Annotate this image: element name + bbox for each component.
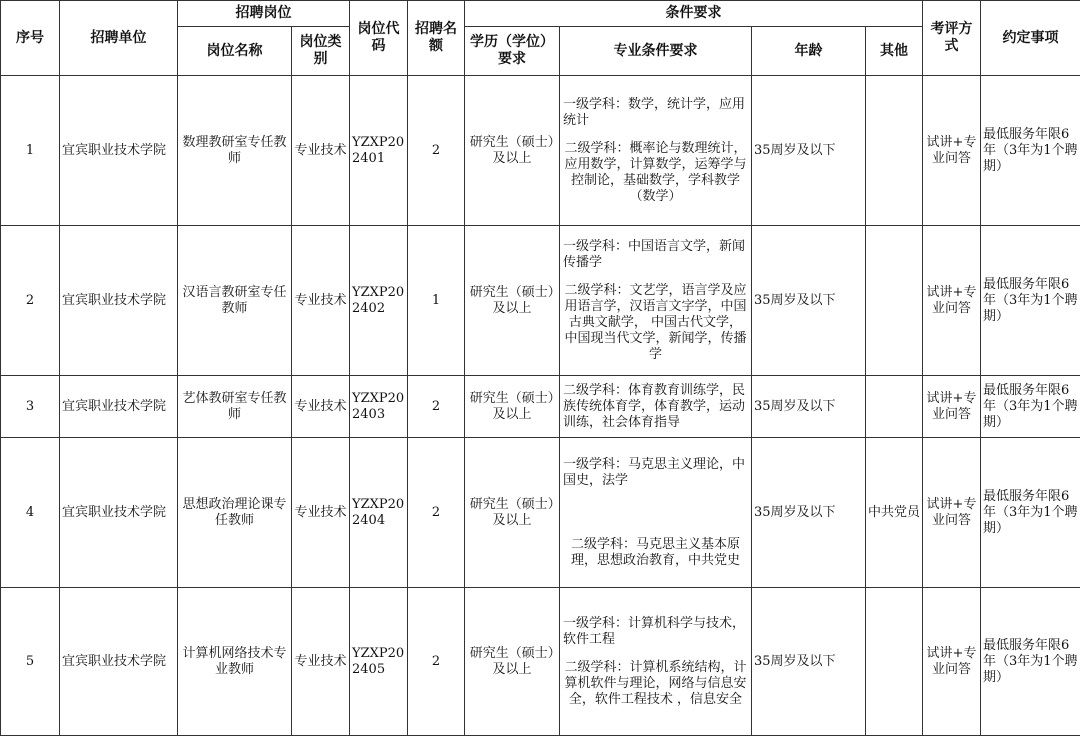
- cell-agreement: 最低服务年限6年（3年为1个聘期）: [981, 438, 1080, 588]
- cell-unit: 宜宾职业技术学院: [60, 76, 178, 226]
- cell-age: 35周岁及以下: [752, 226, 866, 376]
- cell-major: [560, 438, 752, 588]
- cell-position-name: 计算机网络技术专业教师: [178, 588, 292, 736]
- major-level1: 一级学科：计算机科学与技术，软件工程: [563, 615, 746, 647]
- cell-agreement: 最低服务年限6年（3年为1个聘期）: [981, 226, 1080, 376]
- major-level2: 二级学科：文艺学，语言学及应用语言学，汉语言文字学，中国古典文献学， 中国古代文学，中国现当代文学，新闻学，传播学: [564, 282, 747, 362]
- cell-assessment: 试讲+专业问答: [923, 226, 981, 376]
- cell-quota: 2: [408, 376, 465, 438]
- cell-assessment: 试讲+专业问答: [923, 76, 981, 226]
- major-level2: 二级学科：概率论与数理统计，应用数学，计算数学，运筹学与控制论，基础数学，学科教学（数学）: [564, 140, 747, 204]
- header-position-group: 招聘岗位: [178, 1, 350, 27]
- cell-seq: 4: [1, 438, 60, 588]
- cell-code: YZXP202403: [350, 376, 408, 438]
- cell-age: 35周岁及以下: [752, 376, 866, 438]
- header-education: 学历（学位）要求: [465, 27, 560, 76]
- cell-quota: 1: [408, 226, 465, 376]
- major-level1: 一级学科：数学，统计学，应用统计: [563, 96, 746, 128]
- cell-agreement: 最低服务年限6年（3年为1个聘期）: [981, 76, 1080, 226]
- header-quota: 招聘名额: [408, 1, 465, 76]
- cell-position-type: 专业技术: [292, 588, 350, 736]
- major-level1: 一级学科：中国语言文学，新闻传播学: [563, 238, 746, 270]
- cell-unit: 宜宾职业技术学院: [60, 438, 178, 588]
- header-position-code: 岗位代码: [350, 1, 408, 76]
- table-row: [1, 226, 1080, 376]
- cell-seq: 3: [1, 376, 60, 438]
- cell-education: 研究生（硕士）及以上: [465, 438, 560, 588]
- header-major: 专业条件要求: [560, 27, 752, 76]
- cell-education: 研究生（硕士）及以上: [465, 226, 560, 376]
- header-agreement: 约定事项: [981, 1, 1080, 76]
- cell-assessment: 试讲+专业问答: [923, 376, 981, 438]
- cell-major: [560, 226, 752, 376]
- cell-age: 35周岁及以下: [752, 438, 866, 588]
- major-level2: 二级学科：计算机系统结构，计算机软件与理论，网络与信息安全，软件工程技术 ，信息安全: [564, 659, 747, 707]
- cell-quota: 2: [408, 438, 465, 588]
- cell-seq: 1: [1, 76, 60, 226]
- cell-other: [866, 226, 923, 376]
- cell-position-name: 汉语言教研室专任教师: [178, 226, 292, 376]
- header-other: 其他: [866, 27, 923, 76]
- cell-other: [866, 376, 923, 438]
- cell-major: [560, 76, 752, 226]
- cell-other: 中共党员: [866, 438, 923, 588]
- cell-agreement: 最低服务年限6年（3年为1个聘期）: [981, 376, 1080, 438]
- cell-quota: 2: [408, 588, 465, 736]
- cell-position-type: 专业技术: [292, 226, 350, 376]
- table-row: [1, 438, 1080, 588]
- header-seq: 序号: [1, 1, 60, 76]
- cell-position-type: 专业技术: [292, 438, 350, 588]
- cell-code: YZXP202401: [350, 76, 408, 226]
- header-conditions: 条件要求: [465, 1, 923, 27]
- header-assessment: 考评方式: [923, 1, 981, 76]
- table-row: [1, 588, 1080, 736]
- cell-code: YZXP202405: [350, 588, 408, 736]
- header-position-name: 岗位名称: [178, 27, 292, 76]
- major-level2: 二级学科：马克思主义基本原理，思想政治教育，中共党史: [570, 536, 740, 568]
- cell-agreement: 最低服务年限6年（3年为1个聘期）: [981, 588, 1080, 736]
- table-row: [1, 76, 1080, 226]
- cell-position-name: 数理教研室专任教师: [178, 76, 292, 226]
- cell-education: 研究生（硕士）及以上: [465, 588, 560, 736]
- cell-age: 35周岁及以下: [752, 588, 866, 736]
- cell-education: 研究生（硕士）及以上: [465, 376, 560, 438]
- cell-unit: 宜宾职业技术学院: [60, 588, 178, 736]
- cell-other: [866, 76, 923, 226]
- cell-position-name: 艺体教研室专任教师: [178, 376, 292, 438]
- cell-code: YZXP202404: [350, 438, 408, 588]
- cell-seq: 5: [1, 588, 60, 736]
- header-age: 年龄: [752, 27, 866, 76]
- cell-education: 研究生（硕士）及以上: [465, 76, 560, 226]
- cell-position-name: 思想政治理论课专任教师: [178, 438, 292, 588]
- cell-code: YZXP202402: [350, 226, 408, 376]
- cell-assessment: 试讲+专业问答: [923, 588, 981, 736]
- cell-other: [866, 588, 923, 736]
- cell-major: [560, 376, 752, 438]
- cell-position-type: 专业技术: [292, 376, 350, 438]
- header-position-type: 岗位类别: [292, 27, 350, 76]
- cell-assessment: 试讲+专业问答: [923, 438, 981, 588]
- table-row: [1, 376, 1080, 438]
- cell-quota: 2: [408, 76, 465, 226]
- major-level1: 二级学科：体育教育训练学，民族传统体育学，体育教学，运动训练，社会体育指导: [563, 382, 746, 430]
- cell-unit: 宜宾职业技术学院: [60, 376, 178, 438]
- cell-seq: 2: [1, 226, 60, 376]
- header-unit: 招聘单位: [60, 1, 178, 76]
- cell-major: [560, 588, 752, 736]
- cell-unit: 宜宾职业技术学院: [60, 226, 178, 376]
- major-level1: 一级学科：马克思主义理论，中国史，法学: [563, 456, 746, 488]
- cell-age: 35周岁及以下: [752, 76, 866, 226]
- cell-position-type: 专业技术: [292, 76, 350, 226]
